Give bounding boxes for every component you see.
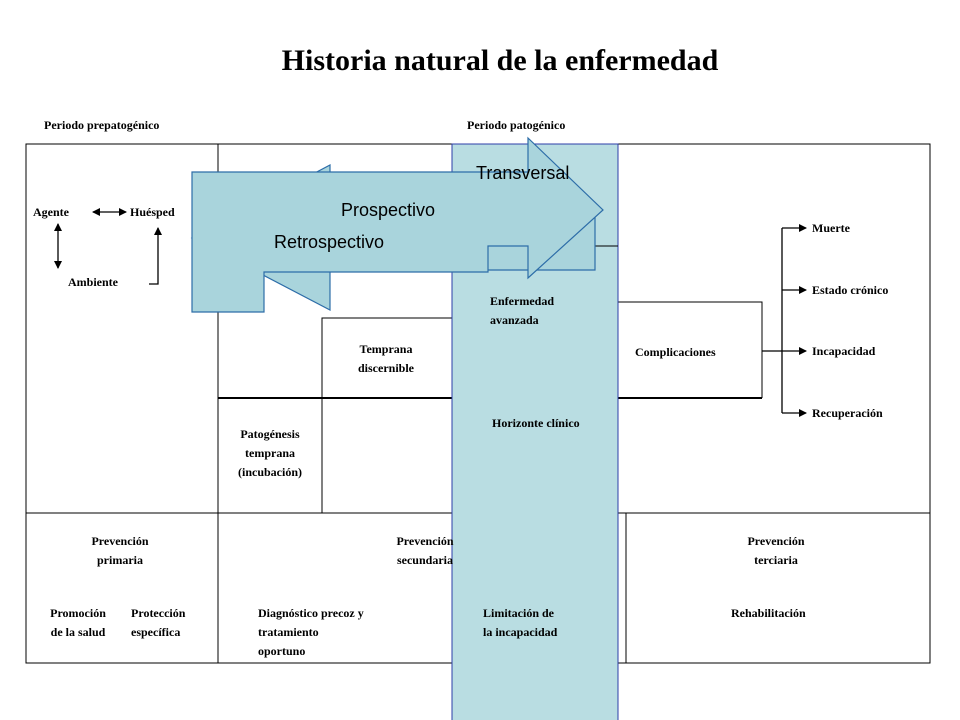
disability-limitation-label: Limitación de la incapacidad (483, 606, 558, 639)
primary-prevention-label: Prevención primaria (91, 534, 149, 567)
secondary-prevention-label: Prevención secundaria (396, 534, 454, 567)
period-pathogenic-label: Periodo patogénico (467, 118, 566, 132)
page-title: Historia natural de la enfermedad (281, 44, 719, 77)
early-diagnosis-label: Diagnóstico precoz y tratamiento oportuno (258, 606, 364, 658)
complications-label: Complicaciones (635, 345, 716, 359)
retrospective-label: Retrospectivo (274, 232, 385, 252)
health-promotion-label: Promoción de la salud (50, 606, 106, 639)
period-prepatogenic-label: Periodo prepatogénico (44, 118, 160, 132)
transversal-label: Transversal (476, 163, 570, 183)
agent-label: Agente (33, 205, 69, 219)
rehabilitation-label: Rehabilitación (731, 606, 806, 620)
outcome-disability: Incapacidad (812, 344, 876, 358)
early-discernible-label: Temprana discernible (358, 342, 414, 375)
host-label: Huésped (130, 205, 175, 219)
prospective-label: Prospectivo (341, 200, 436, 220)
specific-protection-label: Protección específica (131, 606, 186, 639)
outcome-chronic: Estado crónico (812, 283, 889, 297)
environment-label: Ambiente (68, 275, 118, 289)
outcome-recovery: Recuperación (812, 406, 883, 420)
outcome-death: Muerte (812, 221, 850, 235)
advanced-disease-label: Enfermedad avanzada (490, 294, 554, 327)
early-pathogenesis-label: Patogénesis temprana (incubación) (237, 427, 302, 479)
clinical-horizon-label: Horizonte clínico (492, 416, 580, 430)
host-environment-arrow (149, 228, 158, 284)
tertiary-prevention-label: Prevención terciaria (747, 534, 805, 567)
